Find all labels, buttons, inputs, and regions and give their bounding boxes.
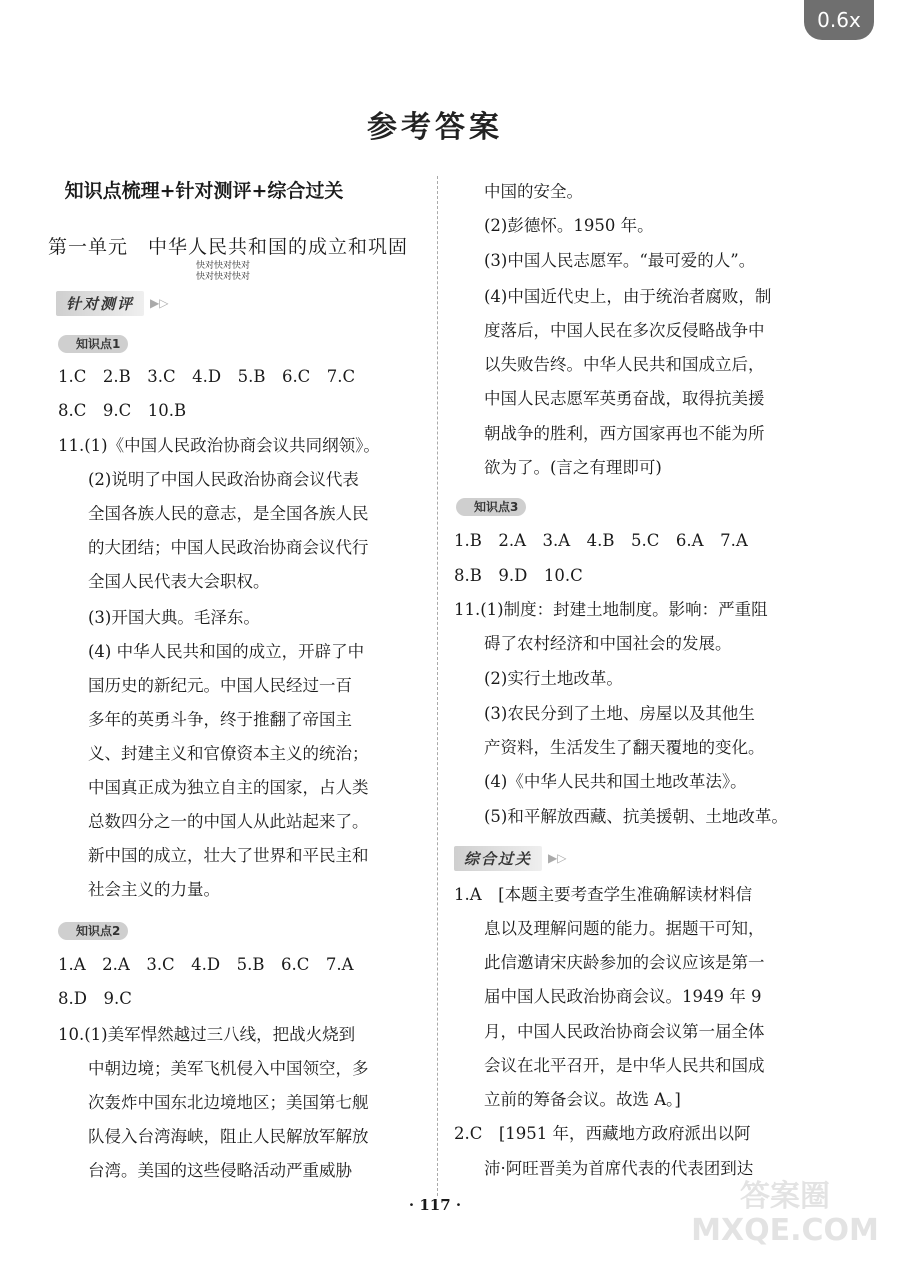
answer-line: 2.C [1951 年，西藏地方政府派出以阿 [454, 1124, 751, 1143]
zoom-indicator[interactable]: 0.6x [804, 0, 874, 40]
banner-label: 针对测评 [56, 291, 144, 316]
answer-line: 立前的筹备会议。故选 A。] [484, 1090, 681, 1109]
answer-line: 全国各族人民的意志，是全国各族人民 [88, 504, 369, 523]
answer-line: 会议在北平召开，是中华人民共和国成 [484, 1056, 765, 1075]
answer-line: (4) 中华人民共和国的成立，开辟了中 [88, 642, 365, 661]
answer-line: (3)中国人民志愿军。“最可爱的人”。 [484, 251, 756, 270]
banner-targeted-test [56, 290, 168, 316]
answer-line: 月，中国人民政治协商会议第一届全体 [484, 1022, 765, 1041]
watermark-logo: 答案圈 MXQE.COM [691, 1179, 879, 1248]
answer-line: 全国人民代表大会职权。 [88, 572, 270, 591]
page-number: · 117 · [408, 1196, 462, 1214]
answer-line: 中国真正成为独立自主的国家，占人类 [88, 778, 369, 797]
answer-line: 多年的英勇斗争，终于推翻了帝国主 [88, 710, 352, 729]
answer-line: 息以及理解问题的能力。据题干可知， [484, 919, 765, 938]
answer-line: 义、封建主义和官僚资本主义的统治； [88, 744, 369, 763]
answer-line: (4)《中华人民共和国土地改革法》。 [484, 772, 747, 791]
answer-line: 朝战争的胜利，西方国家再也不能为所 [484, 424, 765, 443]
arrows-icon: ▶▷ [150, 296, 169, 310]
answer-line: 8.C 9.C 10.B [58, 401, 187, 420]
answer-line: 新中国的成立，壮大了世界和平民主和 [88, 846, 369, 865]
answer-line: 碍了农村经济和中国社会的发展。 [484, 634, 732, 653]
kp-badge-1: 知识点1 [58, 335, 128, 353]
answer-line: 1.A [本题主要考查学生准确解读材料信 [454, 885, 753, 904]
answer-line: 队侵入台湾海峡，阻止人民解放军解放 [88, 1127, 369, 1146]
banner-label: 综合过关 [454, 846, 542, 871]
answer-line: (2)实行土地改革。 [484, 669, 623, 688]
kp-badge-3: 知识点3 [456, 498, 526, 516]
answer-line: 的大团结；中国人民政治协商会议代行 [88, 538, 369, 557]
arrows-icon: ▶▷ [548, 851, 567, 865]
answer-line: 台湾。美国的这些侵略活动严重威胁 [88, 1161, 352, 1180]
unit-title: 第一单元 中华人民共和国的成立和巩固 [48, 236, 409, 258]
page-title: 参考答案 [367, 110, 503, 145]
banner-comprehensive-review [454, 845, 566, 871]
answer-line: 产资料，生活发生了翻天覆地的变化。 [484, 738, 765, 757]
answer-line: 1.C 2.B 3.C 4.D 5.B 6.C 7.C [58, 367, 356, 386]
answer-line: (5)和平解放西藏、抗美援朝、土地改革。 [484, 807, 788, 826]
column-divider [437, 176, 438, 1196]
answer-line: 中国的安全。 [484, 182, 583, 201]
answer-line: 1.B 2.A 3.A 4.B 5.C 6.A 7.A [454, 531, 748, 550]
answer-line: 总数四分之一的中国人从此站起来了。 [88, 812, 369, 831]
answer-line: 中朝边境；美军飞机侵入中国领空，多 [88, 1059, 369, 1078]
answer-line: 8.B 9.D 10.C [454, 566, 583, 585]
answer-line: (3)农民分到了土地、房屋以及其他生 [484, 704, 755, 723]
answer-line: (3)开国大典。毛泽东。 [88, 608, 260, 627]
answer-line: 11.(1)《中国人民政治协商会议共同纲领》。 [58, 436, 380, 455]
answer-line: 8.D 9.C [58, 989, 132, 1008]
answer-line: 欲为了。(言之有理即可) [484, 458, 662, 477]
answer-line: 社会主义的力量。 [88, 880, 220, 899]
answer-line: 此信邀请宋庆龄参加的会议应该是第一 [484, 953, 765, 972]
answer-line: 度落后，中国人民在多次反侵略战争中 [484, 321, 765, 340]
answer-line: 10.(1)美军悍然越过三八线，把战火烧到 [58, 1025, 356, 1044]
answer-line: 沛·阿旺晋美为首席代表的代表团到达 [484, 1159, 754, 1178]
sub-note [196, 261, 250, 283]
answer-line: (2)彭德怀。1950 年。 [484, 216, 654, 235]
answer-line: 中国人民志愿军英勇奋战，取得抗美援 [484, 389, 765, 408]
kp-badge-2: 知识点2 [58, 922, 128, 940]
answer-line: 国历史的新纪元。中国人民经过一百 [88, 676, 352, 695]
answer-line: 以失败告终。中华人民共和国成立后， [484, 355, 765, 374]
answer-line: (4)中国近代史上，由于统治者腐败，制 [484, 287, 772, 306]
answer-line: 届中国人民政治协商会议。1949 年 9 [484, 987, 762, 1006]
answer-line: 次轰炸中国东北边境地区；美国第七舰 [88, 1093, 369, 1112]
sub-note-line: 快对快对快对 [196, 272, 251, 282]
answer-line: (2)说明了中国人民政治协商会议代表 [88, 470, 359, 489]
sub-note-line: 快对快对快对 [196, 261, 251, 271]
answer-line: 11.(1)制度：封建土地制度。影响：严重阻 [454, 600, 768, 619]
answer-line: 1.A 2.A 3.C 4.D 5.B 6.C 7.A [58, 955, 354, 974]
section-header: 知识点梳理+针对测评+综合过关 [64, 180, 344, 202]
